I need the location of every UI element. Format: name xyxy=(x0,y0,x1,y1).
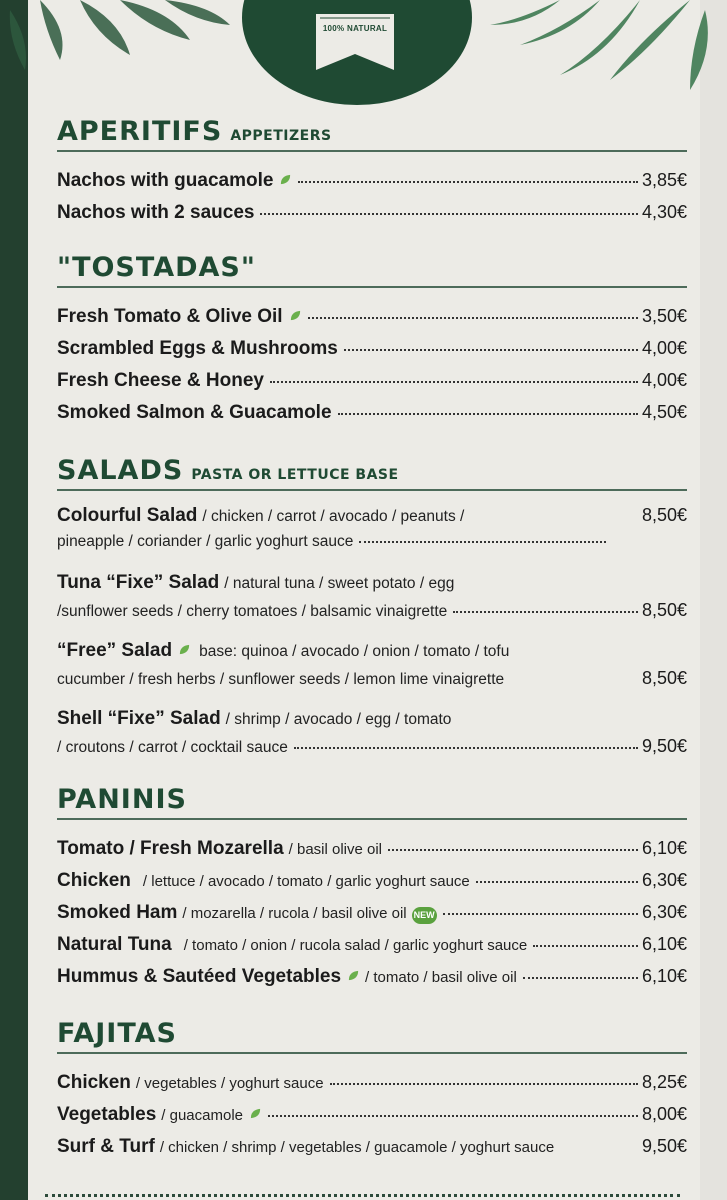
item-name: Vegetables xyxy=(57,1104,157,1125)
item-price: 6,10€ xyxy=(641,934,687,954)
item-price: 3,85€ xyxy=(641,170,687,190)
item-price: 4,00€ xyxy=(641,338,687,358)
bottom-divider xyxy=(45,1194,680,1197)
menu-item xyxy=(57,896,687,928)
section-header xyxy=(57,784,687,820)
menu-item xyxy=(57,864,687,896)
leader-dots xyxy=(359,541,606,543)
leaf-icon xyxy=(347,969,360,982)
section-tostadas xyxy=(57,252,687,428)
leader-dots xyxy=(294,747,638,749)
item-name: Smoked Salmon & Guacamole xyxy=(57,402,332,423)
leader-dots xyxy=(453,611,638,613)
item-price: 6,10€ xyxy=(641,838,687,858)
section-title: APERITIFS xyxy=(57,116,223,147)
item-price: 8,50€ xyxy=(641,668,687,688)
leader-dots xyxy=(270,381,638,383)
item-name: Surf & Turf xyxy=(57,1136,155,1157)
item-description: base: quinoa / avocado / onion / tomato / tofu xyxy=(199,643,510,660)
item-description: / lettuce / avocado / tomato / garlic yoghurt sauce xyxy=(142,873,470,890)
section-subtitle: PASTA OR LETTUCE BASE xyxy=(191,467,399,483)
menu-item xyxy=(57,832,687,864)
item-name: Fresh Tomato & Olive Oil xyxy=(57,306,283,327)
menu-item xyxy=(57,300,687,332)
ribbon-icon xyxy=(316,14,394,70)
menu-item xyxy=(57,1130,687,1162)
leader-dots xyxy=(308,317,638,319)
section-subtitle: APPETIZERS xyxy=(230,128,332,144)
item-name: Nachos with guacamole xyxy=(57,170,274,191)
menu-item xyxy=(57,1066,687,1098)
item-name: Colourful Salad xyxy=(57,505,198,526)
item-price: 8,50€ xyxy=(641,600,687,620)
leader-dots xyxy=(523,977,638,979)
leaf-icon xyxy=(289,309,302,322)
section-header xyxy=(57,1018,687,1054)
section-title: "TOSTADAS" xyxy=(57,252,256,283)
item-description: / mozarella / rucola / basil olive oil xyxy=(182,905,407,922)
item-description: / tomato / onion / rucola salad / garlic yoghurt sauce xyxy=(183,937,528,954)
menu-item xyxy=(57,1098,687,1130)
right-border-strip xyxy=(700,0,727,1200)
section-fajitas xyxy=(57,1018,687,1162)
left-border-strip xyxy=(0,0,28,1200)
item-description: / guacamole xyxy=(161,1107,243,1124)
item-description: / tomato / basil olive oil xyxy=(365,969,517,986)
item-description: / croutons / carrot / cocktail sauce xyxy=(57,739,288,756)
item-price: 6,30€ xyxy=(641,870,687,890)
menu-item xyxy=(57,928,687,960)
section-header xyxy=(57,455,687,491)
item-price: 6,10€ xyxy=(641,966,687,986)
leaf-icon xyxy=(178,643,191,656)
item-description: / chicken / carrot / avocado / peanuts / xyxy=(202,508,465,525)
item-name: “Free” Salad xyxy=(57,640,173,661)
menu-item xyxy=(57,332,687,364)
menu-item xyxy=(57,196,687,228)
leaf-icon xyxy=(279,173,292,186)
item-description: / vegetables / yoghurt sauce xyxy=(135,1075,324,1092)
menu-item xyxy=(57,396,687,428)
section-header xyxy=(57,116,687,152)
item-price: 9,50€ xyxy=(641,736,687,756)
item-name: Natural Tuna xyxy=(57,934,172,955)
leader-dots xyxy=(298,181,638,183)
item-name: Tomato / Fresh Mozarella xyxy=(57,838,284,859)
leader-dots xyxy=(533,945,638,947)
item-price: 4,00€ xyxy=(641,370,687,390)
item-price: 4,50€ xyxy=(641,402,687,422)
item-description: cucumber / fresh herbs / sunflower seeds / lemon lime vinaigrette xyxy=(57,671,505,688)
item-price: 6,30€ xyxy=(641,902,687,922)
section-paninis xyxy=(57,784,687,992)
item-price: 9,50€ xyxy=(641,1136,687,1156)
menu-item xyxy=(57,364,687,396)
section-title: SALADS xyxy=(57,455,184,486)
leader-dots xyxy=(344,349,638,351)
item-description: /sunflower seeds / cherry tomatoes / balsamic vinaigrette xyxy=(57,603,448,620)
new-badge: NEW xyxy=(412,907,437,924)
menu-item xyxy=(57,164,687,196)
item-price: 8,00€ xyxy=(641,1104,687,1124)
salad-item xyxy=(57,501,687,555)
item-name: Fresh Cheese & Honey xyxy=(57,370,264,391)
section-title: PANINIS xyxy=(57,784,187,815)
item-price: 4,30€ xyxy=(641,202,687,222)
salad-item xyxy=(57,637,687,691)
item-name: Hummus & Sautéed Vegetables xyxy=(57,966,342,987)
leader-dots xyxy=(476,881,638,883)
leader-dots xyxy=(388,849,638,851)
item-description: / basil olive oil xyxy=(288,841,383,858)
section-title: FAJITAS xyxy=(57,1018,177,1049)
leader-dots xyxy=(330,1083,638,1085)
item-name: Scrambled Eggs & Mushrooms xyxy=(57,338,338,359)
menu-item xyxy=(57,960,687,992)
salad-item xyxy=(57,705,687,759)
leader-dots xyxy=(268,1115,638,1117)
leaf-icon xyxy=(249,1107,262,1120)
section-salads xyxy=(57,455,687,773)
item-description: pineapple / coriander / garlic yoghurt sauce xyxy=(57,533,354,550)
leader-dots xyxy=(260,213,637,215)
leader-dots xyxy=(443,913,638,915)
section-aperitifs xyxy=(57,116,687,228)
item-name: Nachos with 2 sauces xyxy=(57,202,255,223)
item-name: Shell “Fixe” Salad xyxy=(57,708,221,729)
item-price: 3,50€ xyxy=(641,306,687,326)
item-price: 8,25€ xyxy=(641,1072,687,1092)
item-name: Tuna “Fixe” Salad xyxy=(57,572,220,593)
item-description: / chicken / shrimp / vegetables / guacamole / yoghurt sauce xyxy=(159,1139,555,1156)
item-description: / shrimp / avocado / egg / tomato xyxy=(225,711,452,728)
item-price: 8,50€ xyxy=(641,505,687,525)
item-description: / natural tuna / sweet potato / egg xyxy=(224,575,455,592)
item-name: Chicken xyxy=(57,870,131,891)
leader-dots xyxy=(338,413,638,415)
badge-text: 100% NATURAL xyxy=(322,24,388,33)
section-header xyxy=(57,252,687,288)
salad-item xyxy=(57,569,687,623)
item-name: Chicken xyxy=(57,1072,131,1093)
item-name: Smoked Ham xyxy=(57,902,178,923)
